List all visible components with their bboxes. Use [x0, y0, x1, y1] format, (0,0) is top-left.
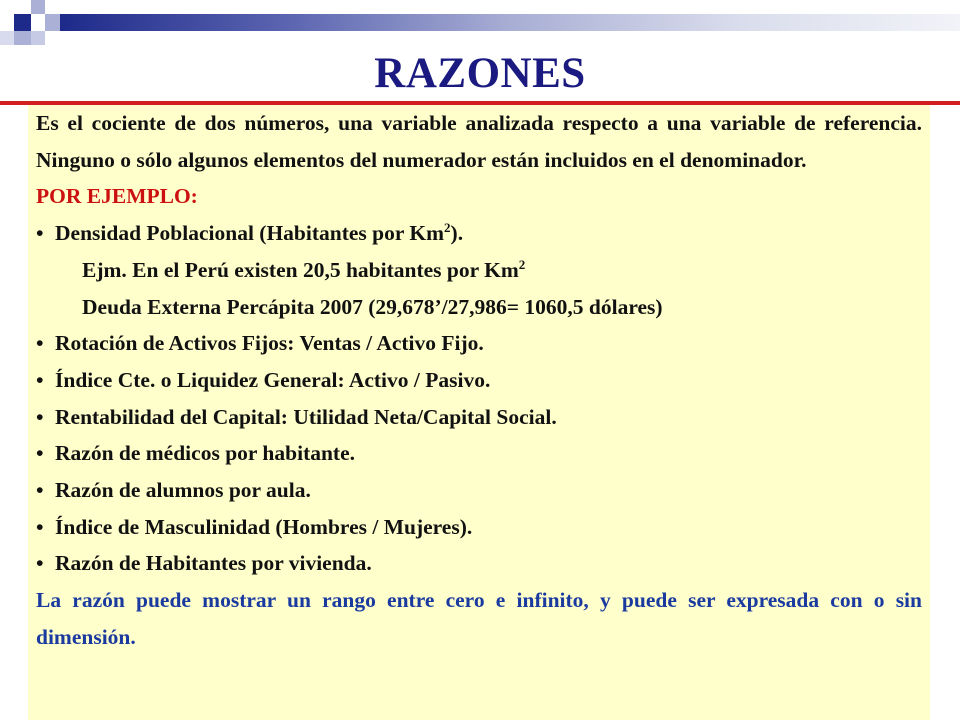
list-item: • Rotación de Activos Fijos: Ventas / Activo Fijo.	[36, 325, 922, 362]
example-peru: Ejm. En el Perú existen 20,5 habitantes por Km$^2$	[82, 256, 526, 282]
bullet-marker: •	[36, 514, 44, 539]
bullet-marker: •	[36, 441, 44, 466]
example-debt: Deuda Externa Percápita 2007 (29,678’/27,986= 1060,5 dólares)	[82, 294, 663, 319]
list-item: • Razón de Habitantes por vivienda.	[36, 545, 922, 582]
bullet-list	[36, 325, 922, 582]
bullet-marker: •	[36, 221, 44, 246]
square-light-5	[0, 31, 14, 45]
list-item: • Rentabilidad del Capital: Utilidad Neta/Capital Social.	[36, 399, 922, 436]
list-item: • Índice Cte. o Liquidez General: Activo / Pasivo.	[36, 362, 922, 399]
example-heading: POR EJEMPLO:	[36, 184, 198, 209]
content-panel	[28, 105, 930, 720]
bullet-marker: •	[36, 367, 44, 392]
square-light-1	[31, 0, 45, 14]
definition-paragraph: Es el cociente de dos números, una variable analizada respecto a una variable de referencia. Ninguno o sólo algunos elementos del numerador están incluidos en el denominador.	[36, 111, 922, 172]
square-light-4	[31, 31, 45, 45]
slide-body	[36, 105, 922, 656]
slide-title: RAZONES	[374, 50, 586, 97]
list-item: • Razón de médicos por habitante.	[36, 435, 922, 472]
bullet-marker: •	[36, 478, 44, 503]
square-light-2	[45, 14, 60, 31]
list-item: • Razón de alumnos por aula.	[36, 472, 922, 509]
bullet-marker: •	[36, 331, 44, 356]
conclusion-paragraph: La razón puede mostrar un rango entre cero e infinito, y puede ser expresada con o sin dimensión.	[36, 588, 922, 649]
bullet-density: • Densidad Poblacional (Habitantes por Km$^2$).	[36, 215, 922, 252]
header-gradient-bar	[60, 14, 960, 31]
bullet-marker: •	[36, 404, 44, 429]
square-light-3	[14, 31, 31, 45]
square-navy	[14, 14, 31, 31]
list-item: • Índice de Masculinidad (Hombres / Mujeres).	[36, 509, 922, 546]
bullet-marker: •	[36, 551, 44, 576]
